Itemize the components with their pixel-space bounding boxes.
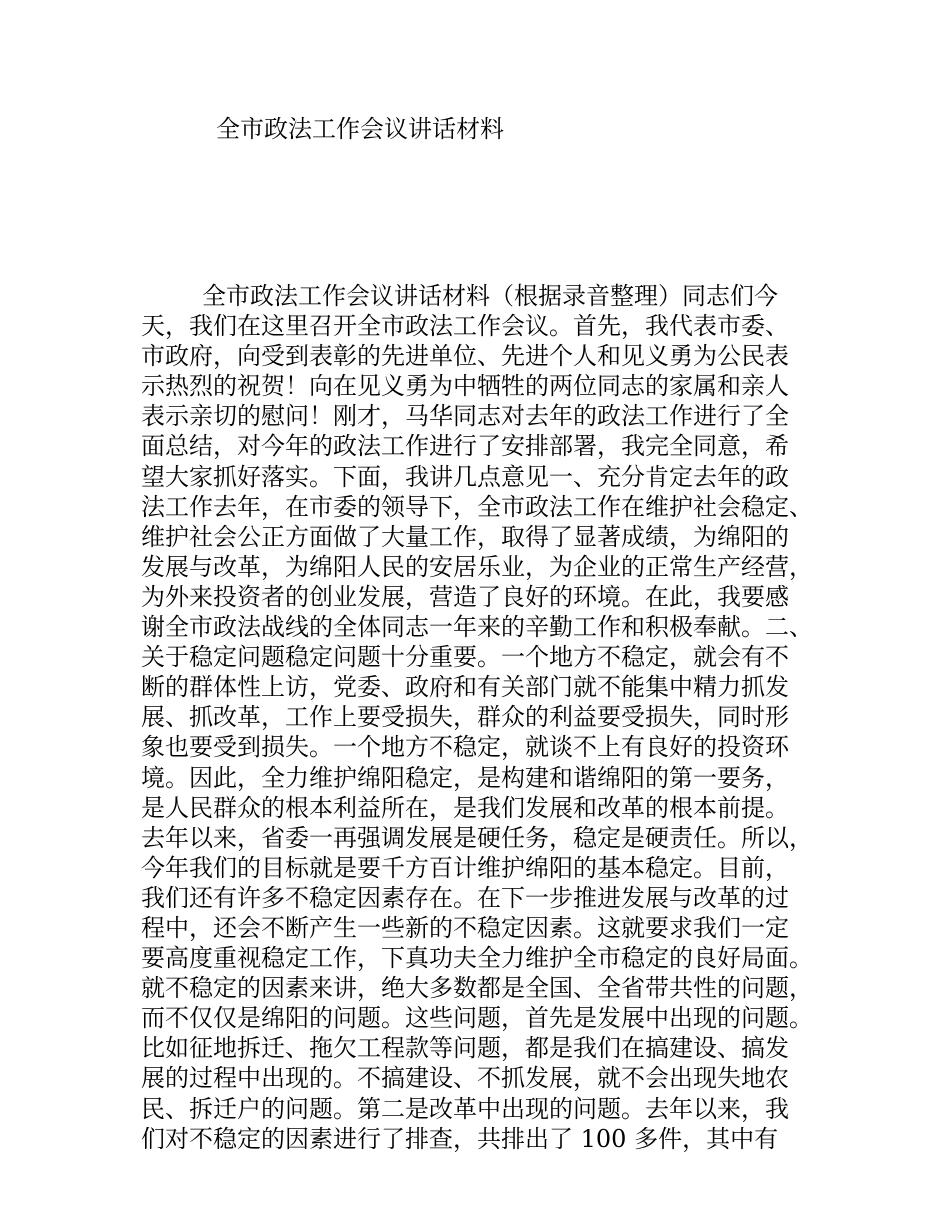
body-line: 断的群体性上访，党委、政府和有关部门就不能集中精力抓发: [141, 673, 789, 702]
body-line: 去年以来，省委一再强调发展是硬任务，稳定是硬责任。所以，: [141, 823, 813, 852]
body-line: 关于稳定问题稳定问题十分重要。一个地方不稳定，就会有不: [141, 643, 789, 672]
body-line: 展、抓改革，工作上要受损失，群众的利益要受损失，同时形: [141, 703, 789, 732]
body-line: 程中，还会不断产生一些新的不稳定因素。这就要求我们一定: [141, 913, 789, 942]
body-line: 天，我们在这里召开全市政法工作会议。首先，我代表市委、: [141, 312, 789, 341]
body-line: 比如征地拆迁、拖欠工程款等问题，都是我们在搞建设、搞发: [141, 1034, 789, 1063]
body-line: 全市政法工作会议讲话材料（根据录音整理）同志们今: [202, 282, 778, 310]
body-line: 今年我们的目标就是要千方百计维护绵阳的基本稳定。目前，: [141, 853, 789, 882]
body-line: 表示亲切的慰问！刚才，马华同志对去年的政法工作进行了全: [141, 402, 789, 431]
body-line: 而不仅仅是绵阳的问题。这些问题，首先是发展中出现的问题。: [141, 1004, 813, 1033]
body-line: 发展与改革，为绵阳人民的安居乐业，为企业的正常生产经营，: [141, 552, 813, 581]
body-line: 法工作去年，在市委的领导下，全市政法工作在维护社会稳定、: [141, 492, 813, 521]
body-line: 象也要受到损失。一个地方不稳定，就谈不上有良好的投资环: [141, 733, 789, 762]
body-line: 望大家抓好落实。下面，我讲几点意见一、充分肯定去年的政: [141, 462, 789, 491]
document-body: [141, 281, 841, 1154]
body-line: 我们还有许多不稳定因素存在。在下一步推进发展与改革的过: [141, 883, 789, 912]
body-line: 为外来投资者的创业发展，营造了良好的环境。在此，我要感: [141, 582, 789, 611]
body-line: 市政府，向受到表彰的先进单位、先进个人和见义勇为公民表: [141, 342, 789, 371]
document-title: 全市政法工作会议讲话材料: [216, 115, 504, 143]
body-line: 展的过程中出现的。不搞建设、不抓发展，就不会出现失地农: [141, 1064, 789, 1093]
body-line: 是人民群众的根本利益所在，是我们发展和改革的根本前提。: [141, 793, 789, 822]
body-line: 示热烈的祝贺！向在见义勇为中牺牲的两位同志的家属和亲人: [141, 372, 789, 401]
body-line: 面总结，对今年的政法工作进行了安排部署，我完全同意，希: [141, 432, 789, 461]
body-line: 境。因此，全力维护绵阳稳定，是构建和谐绵阳的第一要务，: [141, 763, 789, 792]
body-line: 要高度重视稳定工作，下真功夫全力维护全市稳定的良好局面。: [141, 944, 813, 973]
body-line: 们对不稳定的因素进行了排查，共排出了 100 多件，其中有: [141, 1124, 779, 1153]
body-line: 维护社会公正方面做了大量工作，取得了显著成绩，为绵阳的: [141, 522, 789, 551]
body-line: 谢全市政法战线的全体同志一年来的辛勤工作和积极奉献。二、: [141, 613, 813, 642]
body-line: 民、拆迁户的问题。第二是改革中出现的问题。去年以来，我: [141, 1094, 789, 1123]
body-line: 就不稳定的因素来讲，绝大多数都是全国、全省带共性的问题，: [141, 974, 813, 1003]
